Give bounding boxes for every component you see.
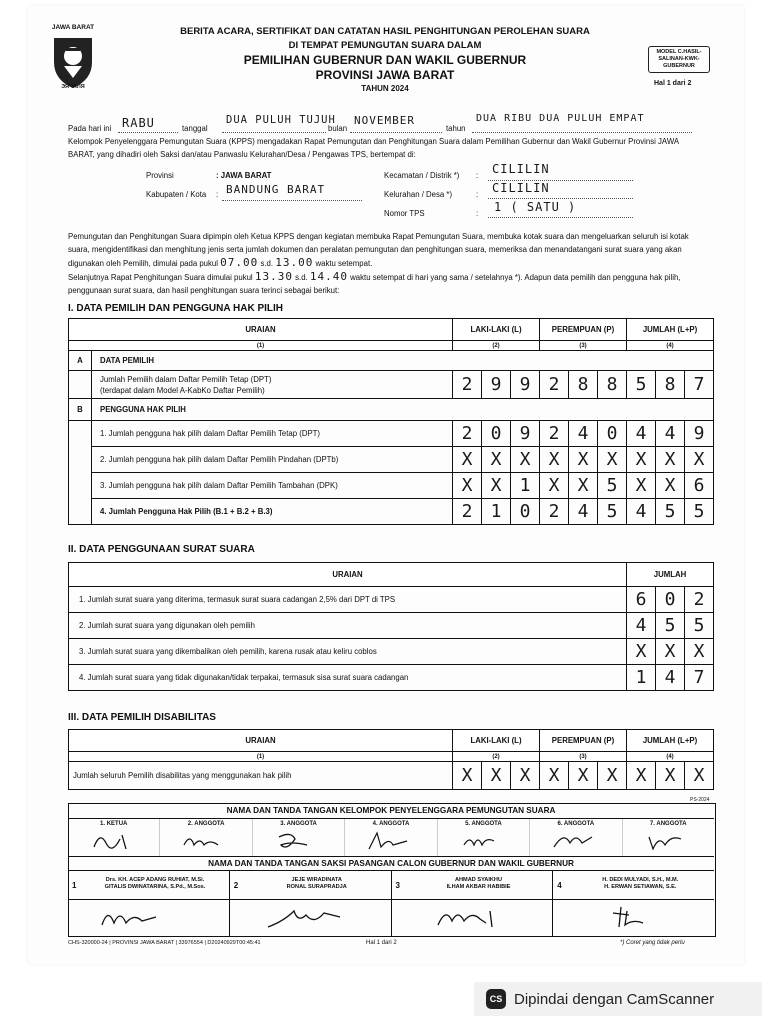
s1-b-digit: 4 bbox=[569, 421, 598, 447]
footer-note: *) Coret yang tidak perlu bbox=[620, 940, 685, 946]
s1-b-digit: 0 bbox=[482, 421, 511, 447]
s1-n2: (2) bbox=[453, 341, 540, 351]
saksi-name-1: Drs. KH. ACEP ADANG RUHIAT, M.Si. bbox=[105, 877, 205, 883]
kpps-cell bbox=[68, 819, 160, 857]
kpps-role: 7. ANGGOTA bbox=[649, 821, 687, 827]
saksi-cell bbox=[392, 871, 554, 936]
kelurahan-label: Kelurahan / Desa *) bbox=[384, 190, 453, 199]
section-2-table bbox=[68, 562, 714, 691]
s1-b-label: 1. Jumlah pengguna hak pilih dalam Daftar Pemilih Tetap (DPT) bbox=[92, 421, 453, 447]
bulan-label: bulan bbox=[328, 124, 348, 133]
s2-digit: 4 bbox=[627, 613, 656, 639]
kabupaten-value: BANDUNG BARAT bbox=[226, 183, 326, 196]
s1-b-label: 4. Jumlah Pengguna Hak Pilih (B.1 + B.2 + B.3) bbox=[92, 499, 453, 525]
s1-a-digit: 8 bbox=[656, 371, 685, 399]
s1-b-digit: 1 bbox=[482, 499, 511, 525]
s1-b-digit: 4 bbox=[627, 499, 656, 525]
kpps-cell bbox=[160, 819, 252, 857]
s1-a-letter: A bbox=[69, 351, 92, 371]
provinsi-label: Provinsi bbox=[146, 171, 174, 180]
s1-b-digit: 1 bbox=[511, 473, 540, 499]
s3-digit: X bbox=[511, 762, 540, 790]
s3-digit: X bbox=[453, 762, 482, 790]
s2-col-j: JUMLAH bbox=[627, 563, 714, 587]
s1-b-digit: 4 bbox=[656, 421, 685, 447]
signature-icon bbox=[641, 829, 701, 853]
s1-b-label: 3. Jumlah pengguna hak pilih dalam Daftar Pemilih Tambahan (DPK) bbox=[92, 473, 453, 499]
s1-b-digit: 2 bbox=[540, 499, 569, 525]
waktu-setempat-1: waktu setempat. bbox=[315, 259, 373, 268]
hari-value: RABU bbox=[122, 116, 155, 130]
title-line-4: PROVINSI JAWA BARAT bbox=[315, 68, 455, 82]
s1-b-row bbox=[69, 421, 714, 447]
procedure-text-3: waktu setempat di hari yang sama / setelahnya *). Adapun data pemilih dan pengguna hak pilih, penggunaan surat suara, dan hasil penghitungan suara terinci sebagai berikut: bbox=[68, 273, 681, 295]
s1-a-digit: 9 bbox=[482, 371, 511, 399]
s1-a-digit: 8 bbox=[569, 371, 598, 399]
kabupaten-line bbox=[222, 200, 362, 201]
s1-b-label: 2. Jumlah pengguna hak pilih dalam Daftar Pemilih Pindahan (DPTb) bbox=[92, 447, 453, 473]
kpps-role: 1. KETUA bbox=[100, 821, 128, 827]
saksi-cell bbox=[68, 871, 230, 936]
tps-value: 1 ( SATU ) bbox=[494, 200, 577, 214]
s1-b-digit: 9 bbox=[511, 421, 540, 447]
tanggal-label: tanggal bbox=[182, 124, 208, 133]
saksi-name-2: H. ERWAN SETIAWAN, S.E. bbox=[604, 884, 677, 890]
section-3-title: III. DATA PEMILIH DISABILITAS bbox=[68, 712, 216, 723]
saksi-cell bbox=[230, 871, 392, 936]
s1-a-digit: 8 bbox=[598, 371, 627, 399]
saksi-name-1: H. DEDI MULYADI, S.H., M.M. bbox=[602, 877, 679, 883]
kabupaten-label: Kabupaten / Kota bbox=[146, 190, 207, 199]
kecamatan-label: Kecamatan / Distrik *) bbox=[384, 171, 460, 180]
s2-digit: 5 bbox=[656, 613, 685, 639]
saksi-name-2: ILHAM AKBAR HABIBIE bbox=[446, 884, 511, 890]
s1-b-digit: 6 bbox=[685, 473, 714, 499]
s3-col-j: JUMLAH (L+P) bbox=[627, 730, 714, 752]
s2-digit: 0 bbox=[656, 587, 685, 613]
saksi-name-2: RONAL SURAPRADJA bbox=[286, 884, 347, 890]
s1-b-digit: 2 bbox=[540, 421, 569, 447]
signature-icon bbox=[98, 903, 178, 933]
section-1-table bbox=[68, 318, 714, 525]
s3-digit: X bbox=[569, 762, 598, 790]
title-line-3: PEMILIHAN GUBERNUR DAN WAKIL GUBERNUR bbox=[243, 53, 527, 67]
camscanner-text: Dipindai dengan CamScanner bbox=[514, 990, 715, 1008]
s3-digit: X bbox=[540, 762, 569, 790]
saksi-name-2: GITALIS DWINATARINA, S.Pd., M.Sos. bbox=[104, 884, 206, 890]
s1-b-digit: X bbox=[540, 473, 569, 499]
kpps-cell bbox=[345, 819, 437, 857]
model-box: MODEL C.HASIL-SALINAN-KWK-GUBERNUR bbox=[648, 46, 710, 73]
s2-digit: 2 bbox=[685, 587, 714, 613]
kpps-role: 3. ANGGOTA bbox=[280, 821, 317, 827]
s3-col-p: PEREMPUAN (P) bbox=[540, 730, 627, 752]
s1-b-row bbox=[69, 447, 714, 473]
s1-n4: (4) bbox=[627, 341, 714, 351]
tahun-label: tahun bbox=[446, 124, 466, 133]
signature-icon bbox=[603, 903, 663, 933]
s1-b-digit: X bbox=[453, 447, 482, 473]
s1-a-label-2: (terdapat dalam Model A-KabKo Daftar Pemilih) bbox=[100, 385, 265, 395]
tps-colon: : bbox=[476, 209, 479, 218]
s1-b-digit: X bbox=[598, 447, 627, 473]
s1-b-digit: 4 bbox=[627, 421, 656, 447]
camscanner-badge bbox=[474, 982, 762, 1016]
s1-b-digit: X bbox=[656, 447, 685, 473]
s1-col-l: LAKI-LAKI (L) bbox=[453, 319, 540, 341]
s1-b-digit: X bbox=[453, 473, 482, 499]
kpps-role: 4. ANGGOTA bbox=[372, 821, 410, 827]
s1-b-row bbox=[69, 473, 714, 499]
signature-icon bbox=[264, 903, 354, 933]
s1-b-digit: 9 bbox=[685, 421, 714, 447]
tahun-line bbox=[472, 132, 692, 133]
s1-a-digit: 2 bbox=[453, 371, 482, 399]
s1-b-digit: 0 bbox=[598, 421, 627, 447]
saksi-number: 4 bbox=[557, 881, 562, 890]
s2-label: 4. Jumlah surat suara yang tidak digunakan/tidak terpakai, termasuk sisa surat suara cadangan bbox=[69, 665, 627, 691]
kabupaten-colon: : bbox=[216, 190, 219, 199]
kecamatan-colon: : bbox=[476, 171, 479, 180]
camscanner-icon: CS bbox=[486, 989, 506, 1009]
s1-b-digit: 5 bbox=[656, 499, 685, 525]
pada-hari-label: Pada hari ini bbox=[68, 124, 112, 133]
s1-b-digit: X bbox=[569, 473, 598, 499]
s1-b-digit: 2 bbox=[453, 421, 482, 447]
s2-digit: X bbox=[627, 639, 656, 665]
signature-icon bbox=[271, 829, 331, 853]
s1-a-title: DATA PEMILIH bbox=[92, 351, 714, 371]
kpps-cell bbox=[530, 819, 622, 857]
s1-a-label bbox=[92, 371, 453, 399]
logo-bottom-text: ЭЯЧАЛЯ bbox=[61, 84, 85, 90]
s1-b-title: PENGGUNA HAK PILIH bbox=[92, 399, 714, 421]
tps-line bbox=[488, 217, 633, 218]
s3-n2: (2) bbox=[453, 752, 540, 762]
s2-col-uraian: URAIAN bbox=[69, 563, 627, 587]
s3-digit: X bbox=[656, 762, 685, 790]
sd-1: s.d. bbox=[260, 259, 274, 268]
s1-b-digit: 4 bbox=[569, 499, 598, 525]
kelurahan-line bbox=[488, 198, 633, 199]
s1-col-p: PEREMPUAN (P) bbox=[540, 319, 627, 341]
s1-n3: (3) bbox=[540, 341, 627, 351]
signature-icon bbox=[86, 829, 146, 853]
kpps-title: NAMA DAN TANDA TANGAN KELOMPOK PENYELENGGARA PEMUNGUTAN SUARA bbox=[226, 806, 556, 815]
signature-icon bbox=[456, 829, 516, 853]
procedure-text-2: Selanjutnya Rapat Penghitungan Suara dimulai pukul bbox=[68, 273, 253, 282]
logo bbox=[44, 22, 102, 92]
footer-page: Hal 1 dari 2 bbox=[366, 940, 397, 946]
s1-b-digit: X bbox=[511, 447, 540, 473]
signature-icon bbox=[363, 829, 423, 853]
procedure-paragraph bbox=[68, 230, 690, 297]
title-line-1: BERITA ACARA, SERTIFIKAT DAN CATATAN HASIL PENGHITUNGAN PEROLEHAN SUARA bbox=[180, 26, 590, 37]
s2-digit: X bbox=[685, 639, 714, 665]
s2-label: 1. Jumlah surat suara yang diterima, termasuk surat suara cadangan 2,5% dari DPT di TPS bbox=[69, 587, 627, 613]
end-time-1: 13.00 bbox=[275, 256, 314, 269]
saksi-row bbox=[68, 870, 714, 936]
s1-b-digit: 5 bbox=[598, 473, 627, 499]
s3-col-uraian: URAIAN bbox=[69, 730, 453, 752]
s2-row bbox=[69, 639, 714, 665]
s1-b-digit: 5 bbox=[598, 499, 627, 525]
signature-icon bbox=[432, 903, 522, 933]
s3-digit: X bbox=[598, 762, 627, 790]
kelurahan-value: CILILIN bbox=[492, 181, 550, 195]
s1-b-digit: X bbox=[482, 473, 511, 499]
tanggal-value: DUA PULUH TUJUH bbox=[226, 114, 336, 126]
section-1-title: I. DATA PEMILIH DAN PENGGUNA HAK PILIH bbox=[68, 303, 283, 314]
start-time-2: 13.30 bbox=[254, 270, 293, 283]
s1-a-digit: 7 bbox=[685, 371, 714, 399]
s3-digit: X bbox=[685, 762, 714, 790]
ps-code: PS-2024 bbox=[690, 797, 710, 803]
s1-b-digit: X bbox=[627, 447, 656, 473]
bulan-line bbox=[350, 132, 442, 133]
emblem-icon bbox=[44, 22, 102, 92]
s1-a-digit: 5 bbox=[627, 371, 656, 399]
procedure-text-1: Pemungutan dan Penghitungan Suara dipimpin oleh Ketua KPPS dengan kegiatan membuka Rapat Pemungutan Suara, membuka kotak suara dan mengeluarkan seluruh isi kotak suara, mengidentifikasi dan menghitung jenis serta jumlah dokumen dan peralatan pemungutan dan penghitungan suara, memeriksa dan menandatangani surat suara yang akan digunakan oleh Pemilih, dimulai pada pukul bbox=[68, 232, 689, 268]
kpps-cell bbox=[623, 819, 714, 857]
tps-label: Nomor TPS bbox=[384, 209, 425, 218]
s1-n1: (1) bbox=[69, 341, 453, 351]
page-number: Hal 1 dari 2 bbox=[654, 80, 692, 87]
title-line-5: TAHUN 2024 bbox=[361, 84, 409, 93]
saksi-name-1: AHMAD SYAIKHU bbox=[454, 877, 503, 883]
kpps-role: 5. ANGGOTA bbox=[465, 821, 502, 827]
signature-icon bbox=[548, 829, 608, 853]
section-2-title: II. DATA PENGGUNAAN SURAT SUARA bbox=[68, 544, 255, 555]
s1-b-digit: 2 bbox=[453, 499, 482, 525]
s3-digit: X bbox=[627, 762, 656, 790]
s2-digit: 6 bbox=[627, 587, 656, 613]
s3-n1: (1) bbox=[69, 752, 453, 762]
kpps-row bbox=[68, 818, 714, 857]
tanggal-line bbox=[222, 132, 326, 133]
s2-label: 2. Jumlah surat suara yang digunakan oleh pemilih bbox=[69, 613, 627, 639]
s1-b-letter: B bbox=[69, 399, 92, 421]
saksi-number: 2 bbox=[233, 881, 239, 890]
saksi-cell bbox=[553, 871, 714, 936]
s1-a-row bbox=[69, 371, 714, 399]
intro-paragraph: Kelompok Penyelenggara Pemungutan Suara (KPPS) mengadakan Rapat Pemungutan dan Penghitungan Suara dalam Pemilihan Gubernur dan Wakil Gubernur Provinsi JAWA BARAT, yang dihadiri oleh Saksi dan/atau Panwaslu Kelurahan/Desa / Pengawas TPS, bertempat di: bbox=[68, 137, 679, 159]
bulan-value: NOVEMBER bbox=[354, 114, 415, 127]
s1-a-digit: 9 bbox=[511, 371, 540, 399]
s3-n3: (3) bbox=[540, 752, 627, 762]
saksi-title: NAMA DAN TANDA TANGAN SAKSI PASANGAN CALON GUBERNUR DAN WAKIL GUBERNUR bbox=[68, 856, 714, 868]
s1-b-digit: X bbox=[685, 447, 714, 473]
provinsi-value: : JAWA BARAT bbox=[216, 171, 272, 180]
s3-col-l: LAKI-LAKI (L) bbox=[453, 730, 540, 752]
saksi-name-1: JEJE WIRADINATA bbox=[291, 877, 342, 883]
s1-col-j: JUMLAH (L+P) bbox=[627, 319, 714, 341]
end-time-2: 14.40 bbox=[309, 270, 348, 283]
s1-b-digit: X bbox=[569, 447, 598, 473]
s1-b-digit: 0 bbox=[511, 499, 540, 525]
s1-b-digit: 5 bbox=[685, 499, 714, 525]
s1-b-digit: X bbox=[482, 447, 511, 473]
s3-n4: (4) bbox=[627, 752, 714, 762]
s2-digit: X bbox=[656, 639, 685, 665]
s2-row bbox=[69, 665, 714, 691]
hari-line bbox=[118, 132, 178, 133]
s2-label: 3. Jumlah surat suara yang dikembalikan oleh pemilih, karena rusak atau keliru coblos bbox=[69, 639, 627, 665]
s2-row bbox=[69, 613, 714, 639]
kpps-role: 6. ANGGOTA bbox=[557, 821, 595, 827]
s2-digit: 1 bbox=[627, 665, 656, 691]
s1-b-digit: X bbox=[540, 447, 569, 473]
kpps-role: 2. ANGGOTA bbox=[187, 821, 225, 827]
kecamatan-value: CILILIN bbox=[492, 162, 550, 176]
saksi-number: 1 bbox=[72, 881, 77, 890]
tahun-value: DUA RIBU DUA PULUH EMPAT bbox=[476, 113, 645, 124]
s3-label: Jumlah seluruh Pemilih disabilitas yang menggunakan hak pilih bbox=[69, 762, 453, 790]
logo-top-text: JAWA BARAT bbox=[51, 24, 95, 31]
kpps-cell bbox=[253, 819, 345, 857]
saksi-number: 3 bbox=[395, 881, 400, 890]
kelurahan-colon: : bbox=[476, 190, 479, 199]
s1-a-digit: 2 bbox=[540, 371, 569, 399]
sd-2: s.d. bbox=[295, 273, 308, 282]
footer-code: CHS-320000-24 | PROVINSI JAWA BARAT | 33976554 | D20240929T00:45:41 bbox=[68, 940, 261, 946]
s2-row bbox=[69, 587, 714, 613]
s1-a-label-1: Jumlah Pemilih dalam Daftar Pemilih Tetap (DPT) bbox=[100, 374, 272, 384]
s3-row bbox=[69, 762, 714, 790]
start-time-1: 07.00 bbox=[220, 256, 259, 269]
kpps-cell bbox=[438, 819, 530, 857]
section-3-table bbox=[68, 729, 714, 790]
s1-b-digit: X bbox=[656, 473, 685, 499]
s2-digit: 5 bbox=[685, 613, 714, 639]
s2-digit: 7 bbox=[685, 665, 714, 691]
signature-icon bbox=[178, 829, 238, 853]
s1-col-uraian: URAIAN bbox=[69, 319, 453, 341]
s1-b-row bbox=[69, 499, 714, 525]
s3-digit: X bbox=[482, 762, 511, 790]
s1-b-digit: X bbox=[627, 473, 656, 499]
title-line-2: DI TEMPAT PEMUNGUTAN SUARA DALAM bbox=[288, 40, 482, 51]
s2-digit: 4 bbox=[656, 665, 685, 691]
